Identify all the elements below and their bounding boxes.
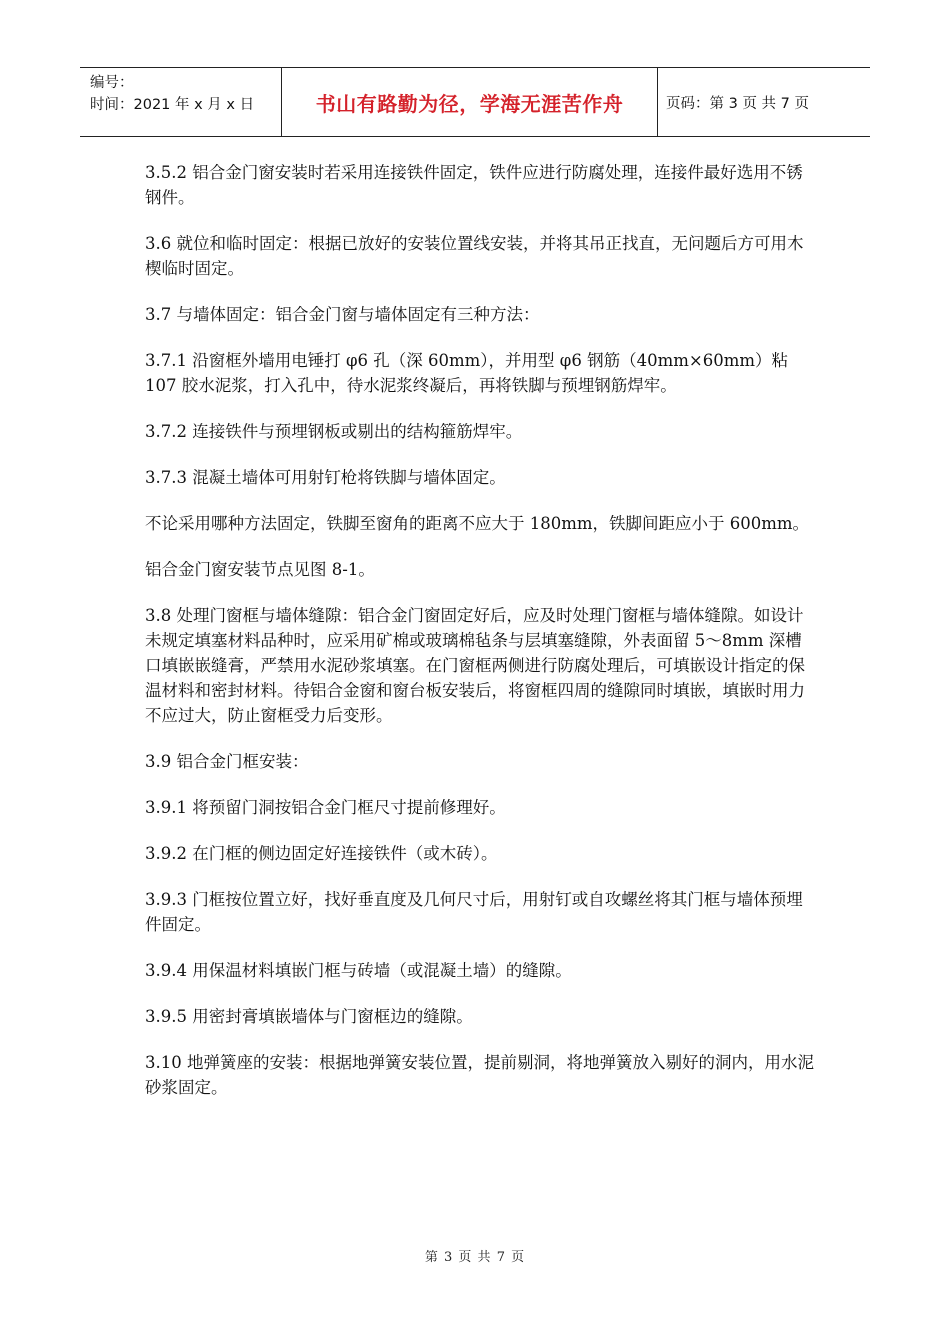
paragraph: 3.9.3 门框按位置立好，找好垂直度及几何尺寸后，用射钉或自攻螺丝将其门框与墙体预埋件固定。 — [145, 890, 803, 934]
document-header — [80, 67, 870, 137]
paragraph: 3.7.2 连接铁件与预埋钢板或剔出的结构箍筋焊牢。 — [145, 422, 523, 441]
serial-number-label: 编号： — [90, 75, 134, 91]
paragraph: 3.7.3 混凝土墙体可用射钉枪将铁脚与墙体固定。 — [145, 468, 506, 487]
paragraph: 3.8 处理门窗框与墙体缝隙：铝合金门窗固定好后，应及时处理门窗框与墙体缝隙。如设计未规定填塞材料品种时，应采用矿棉或玻璃棉毡条与层填塞缝隙，外表面留 5～8mm 深槽口填嵌嵌缝膏，严禁用水泥砂浆填塞。在门窗框两侧进行防腐处理后，可填嵌设计指定的保温材料和密封材料。待铝合金窗和窗台板安装后，将窗框四周的缝隙同时填嵌，填嵌时用力不应过大，防止窗框受力后变形。 — [145, 606, 805, 725]
paragraph: 3.9.2 在门框的侧边固定好连接铁件（或木砖）。 — [145, 844, 498, 863]
header-page-cell — [658, 68, 870, 136]
page-number-label: 页码：第 3 页 共 7 页 — [666, 95, 809, 112]
paragraph: 3.10 地弹簧座的安装：根据地弹簧安装位置，提前剔洞，将地弹簧放入剔好的洞内，用水泥砂浆固定。 — [145, 1053, 814, 1097]
paragraph: 3.7.1 沿窗框外墙用电锤打 φ6 孔（深 60mm），并用型 φ6 钢筋（40mm×60mm）粘 107 胶水泥浆，打入孔中，待水泥浆终凝后，再将铁脚与预埋钢筋焊牢。 — [145, 351, 788, 395]
paragraph: 3.9.1 将预留门洞按铝合金门框尺寸提前修理好。 — [145, 798, 506, 817]
motto-text: 书山有路勤为径，学海无涯苦作舟 — [315, 91, 624, 116]
paragraph: 不论采用哪种方法固定，铁脚至窗角的距离不应大于 180mm，铁脚间距应小于 600mm。 — [145, 514, 810, 533]
paragraph: 3.9.4 用保温材料填嵌门框与砖墙（或混凝土墙）的缝隙。 — [145, 961, 572, 980]
header-motto-cell — [282, 68, 658, 136]
paragraph: 3.7 与墙体固定：铝合金门窗与墙体固定有三种方法： — [145, 305, 540, 324]
document-body — [145, 160, 815, 1121]
header-info-cell — [80, 68, 282, 136]
paragraph: 3.9.5 用密封膏填嵌墙体与门窗框边的缝隙。 — [145, 1007, 473, 1026]
paragraph: 3.6 就位和临时固定：根据已放好的安装位置线安装，并将其吊正找直，无问题后方可用木楔临时固定。 — [145, 234, 804, 278]
paragraph: 3.5.2 铝合金门窗安装时若采用连接铁件固定，铁件应进行防腐处理，连接件最好选用不锈钢件。 — [145, 163, 803, 207]
paragraph: 3.9 铝合金门框安装： — [145, 752, 309, 771]
paragraph: 铝合金门窗安装节点见图 8-1。 — [145, 560, 375, 579]
page-footer: 第 3 页 共 7 页 — [424, 1250, 526, 1265]
date-label: 时间：2021 年 x 月 x 日 — [90, 97, 255, 113]
